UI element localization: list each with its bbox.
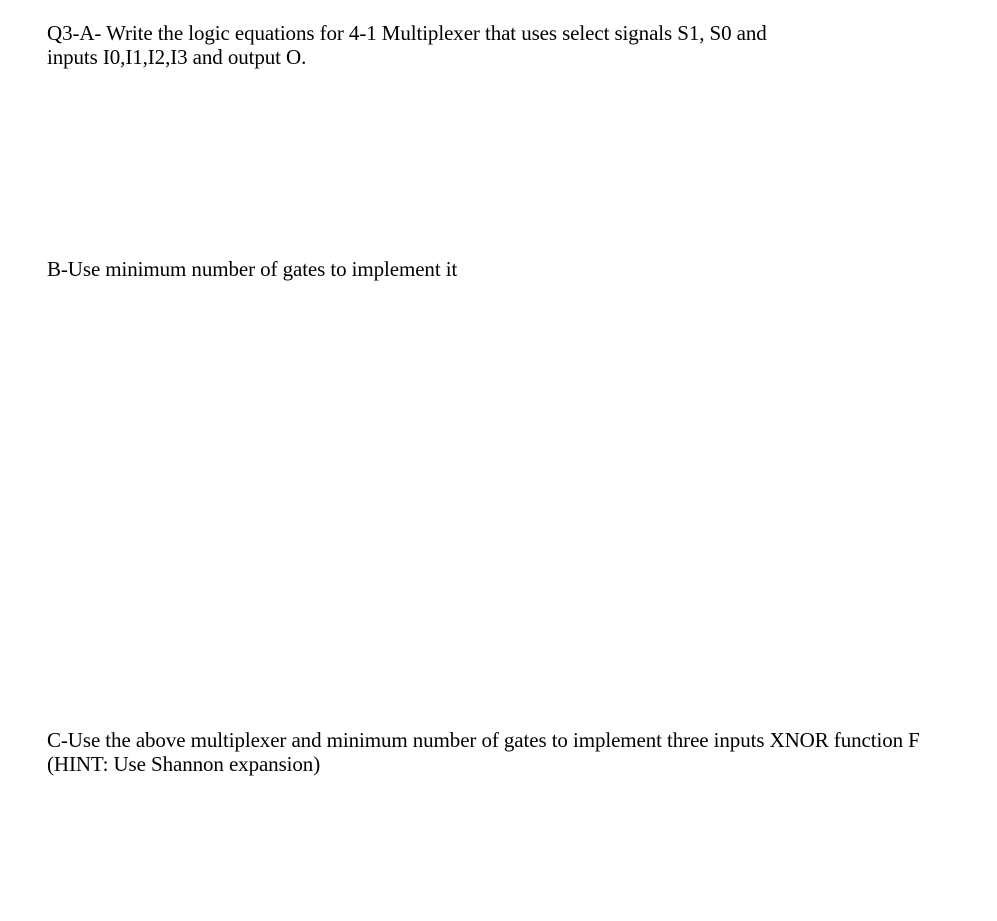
part-c-line-2: (HINT: Use Shannon expansion) — [47, 752, 321, 776]
question-part-b — [47, 257, 457, 281]
part-c-line-1: C-Use the above multiplexer and minimum number of gates to implement three inputs XNOR function F — [47, 728, 920, 752]
part-a-line-1: Q3-A- Write the logic equations for 4-1 Multiplexer that uses select signals S1, S0 and — [47, 21, 767, 45]
part-b-line-1: B-Use minimum number of gates to implement it — [47, 257, 458, 281]
question-part-a — [47, 21, 767, 69]
part-a-line-2: inputs I0,I1,I2,I3 and output O. — [47, 45, 307, 69]
question-part-c — [47, 728, 920, 776]
